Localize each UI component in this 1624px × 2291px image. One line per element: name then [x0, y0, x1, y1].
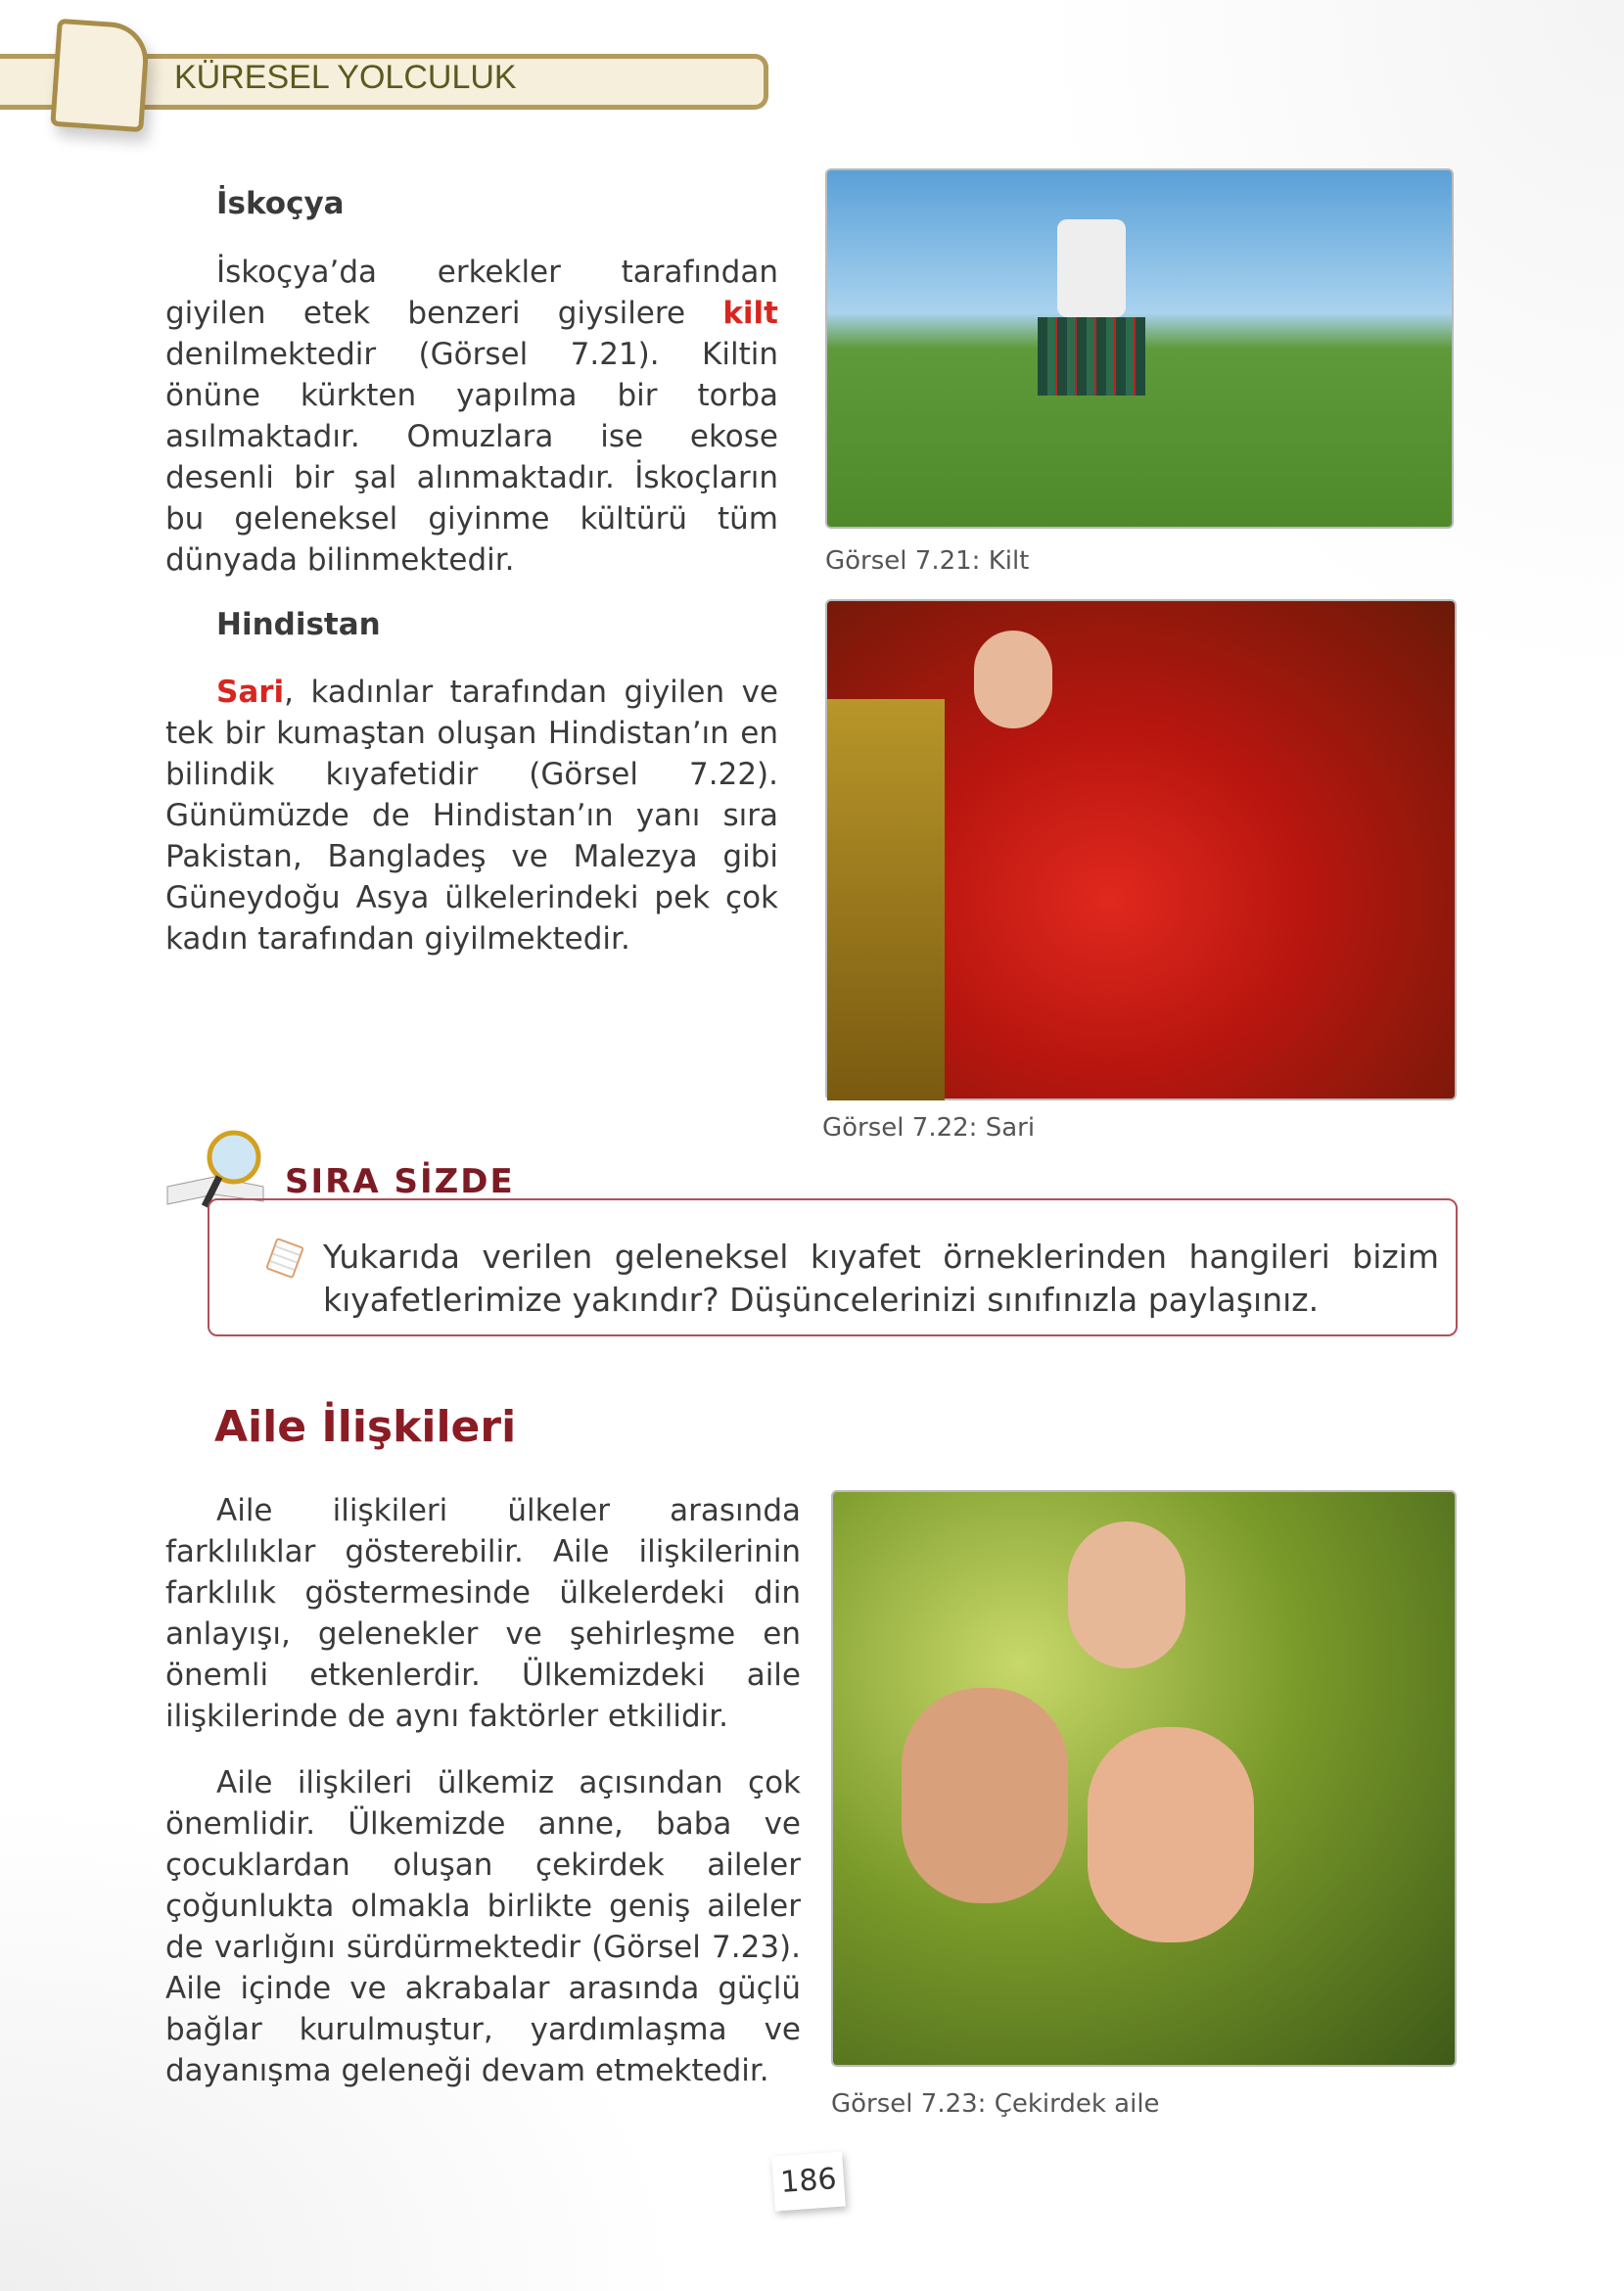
- sira-sizde-title: SIRA SİZDE: [285, 1162, 515, 1201]
- india-paragraph: [165, 672, 778, 959]
- sari-term: Sari: [216, 675, 285, 710]
- kilt-figure: [1038, 317, 1145, 396]
- page-number: 186: [771, 2152, 846, 2212]
- family-paragraph-2: Aile ilişkileri ülkemiz açısından çok önemlidir. Ülkemizde anne, baba ve çocuklardan oluşan çekirdek aileler çoğunlukta olmakla birlikte geniş aileler de varlığını sürdürmektedir (Görsel 7.23). Aile içinde ve akrabalar arasında güçlü bağlar kurulmuştur, yardımlaşma ve dayanışma geleneği devam etmektedir.: [165, 1765, 801, 2088]
- header-title: KÜRESEL YOLCULUK: [174, 59, 517, 96]
- scotland-heading: İskoçya: [216, 186, 345, 221]
- family-paragraph-1: Aile ilişkileri ülkeler arasında farklılıklar gösterebilir. Aile ilişkilerinin farklılık göstermesinde ülkelerdeki din anlayışı, gelenekler ve şehirleşme en önemli etkenlerdir. Ülkemizdeki aile ilişkilerinde de aynı faktörler etkilidir.: [165, 1493, 801, 1734]
- caption: Görsel 7.22: Sari: [822, 1113, 1036, 1143]
- caption: Görsel 7.21: Kilt: [825, 546, 1030, 576]
- kilt-photo: [825, 168, 1454, 529]
- mother-face: [1088, 1727, 1254, 1942]
- woman-face: [974, 631, 1052, 728]
- header-tab-icon: [50, 19, 150, 132]
- text: , kadınlar tarafından giyilen ve tek bir kumaştan oluşan Hindistan’ın en bilindik kıyafetidir (Görsel 7.22). Günümüzde de Hindistan’ın yanı sıra Pakistan, Bangladeş ve Malezya gibi Güneydoğu Asya ülkelerindeki pek çok kadın tarafından giyilmektedir.: [165, 675, 778, 957]
- family-photo: [831, 1490, 1457, 2067]
- child-face: [1068, 1521, 1185, 1668]
- section-heading: Aile İlişkileri: [214, 1402, 517, 1452]
- text: İskoçya’da erkekler tarafından giyilen etek benzeri giysilere: [165, 255, 778, 331]
- caption: Görsel 7.23: Çekirdek aile: [831, 2089, 1160, 2119]
- father-face: [902, 1688, 1068, 1903]
- screen-decor: [827, 699, 945, 1100]
- activity-text: Yukarıda verilen geleneksel kıyafet örneklerinden hangileri bizim kıyafetlerimize yakındır? Düşüncelerinizi sınıfınızla paylaşınız.: [323, 1238, 1439, 1319]
- piper-figure: [1057, 219, 1126, 317]
- sari-photo: [825, 599, 1457, 1100]
- scotland-paragraph: [165, 252, 778, 581]
- text: denilmektedir (Görsel 7.21). Kiltin önüne kürkten yapılma bir torba asılmaktadır. Omuzlara ise ekose desenli bir şal alınmaktadır. İskoçların bu geleneksel giyinme kültürü tüm dünyada bilinmektedir.: [165, 337, 778, 578]
- kilt-term: kilt: [722, 296, 778, 331]
- india-heading: Hindistan: [216, 607, 381, 642]
